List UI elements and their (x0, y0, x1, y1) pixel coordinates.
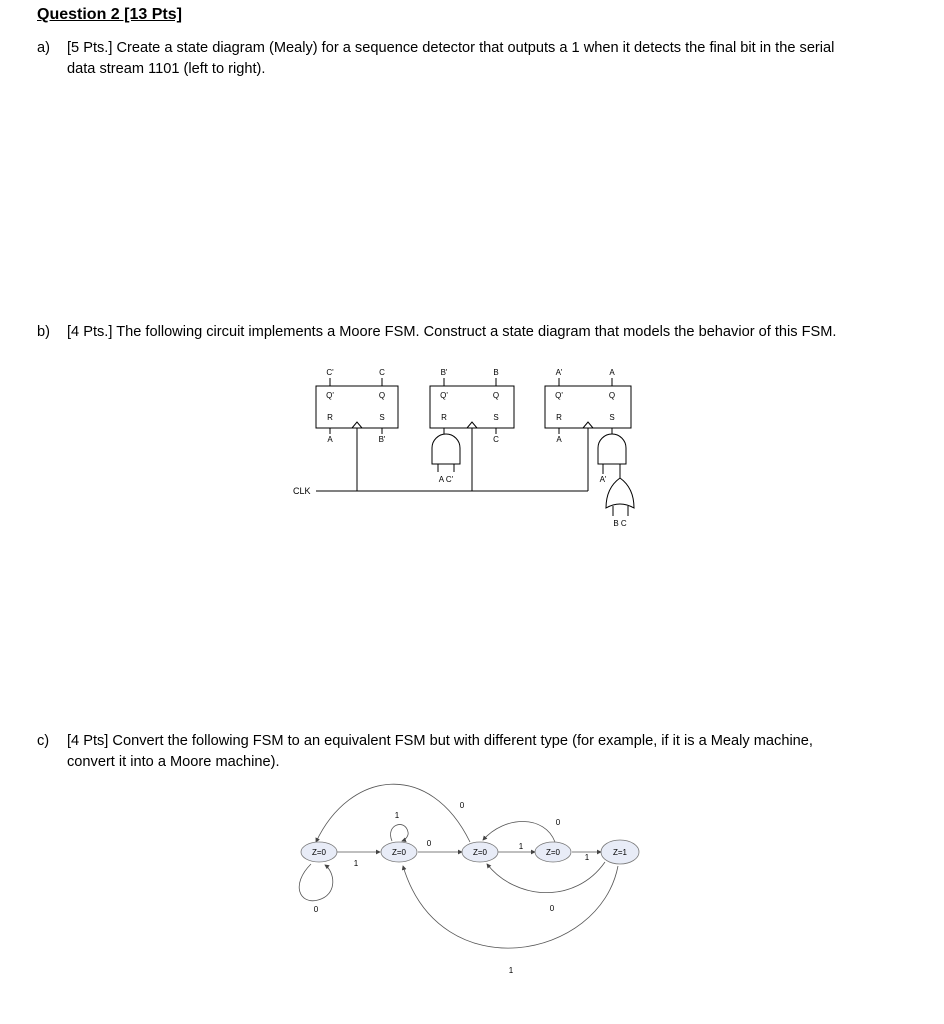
ff2-s-input: C (493, 435, 499, 444)
ff2-top-q: B (493, 368, 499, 377)
ff2-qbar-label: Q' (440, 391, 448, 400)
ff1-s-input: B' (378, 435, 386, 444)
edge-label-s4-s5: 1 (584, 853, 590, 862)
part-c-text-line1: [4 Pts] Convert the following FSM to an equivalent FSM but with different type (for example, if it is a Mealy machine, (67, 733, 813, 749)
part-a-text-line2: data stream 1101 (left to right). (67, 61, 266, 77)
ff2-s-label: S (493, 413, 499, 422)
state-1-label: Z=0 (311, 848, 327, 857)
ff3-and-input: A' (599, 475, 607, 484)
ff1-qbar-label: Q' (326, 391, 334, 400)
edge-s4-s3 (483, 821, 555, 842)
ff2-r-label: R (441, 413, 447, 422)
fsm-edge-labels (311, 801, 590, 975)
ff3-top-qn: A' (555, 368, 563, 377)
ff1-q-label: Q (378, 391, 386, 400)
state-3-label: Z=0 (472, 848, 488, 857)
ff1-top-q: C (379, 368, 385, 377)
clk-label: CLK (293, 486, 311, 496)
edge-s1-self (299, 864, 333, 901)
ff3-top-q: A (609, 368, 615, 377)
question-title: Question 2 [13 Pts] (37, 6, 182, 23)
ff1-top-qn: C' (326, 368, 334, 377)
ff2-q-label: Q (492, 391, 500, 400)
edge-s2-self (391, 824, 409, 841)
state-5-label: Z=1 (612, 848, 628, 857)
edge-s5-s2 (403, 866, 618, 948)
ff3-q-label: Q (608, 391, 616, 400)
state-2-label: Z=0 (391, 848, 407, 857)
edge-s3-s1 (316, 784, 470, 842)
ff3-r-label: R (556, 413, 562, 422)
edge-label-s3-s1: 0 (459, 801, 465, 810)
edge-label-s4-s3: 0 (555, 818, 561, 827)
ff3-qbar-label: Q' (555, 391, 563, 400)
part-a-label: a) (37, 40, 50, 56)
edge-label-s3-s4: 1 (518, 842, 524, 851)
ff2-top-qn: B' (440, 368, 448, 377)
edge-label-s1-self: 0 (313, 905, 319, 914)
edge-label-s2-self: 1 (394, 811, 400, 820)
ff3-r-input: A (556, 435, 562, 444)
edge-label-s5-s3: 0 (549, 904, 555, 913)
part-b-text-line1: [4 Pts.] The following circuit implements a Moore FSM. Construct a state diagram that models the behavior of this FSM. (67, 324, 837, 340)
part-a-text-line1: [5 Pts.] Create a state diagram (Mealy) for a sequence detector that outputs a 1 when it detects the final bit in the serial (67, 40, 835, 56)
part-c-text-line2: convert it into a Moore machine). (67, 754, 280, 770)
state-4-label: Z=0 (545, 848, 561, 857)
part-c-label: c) (37, 733, 50, 749)
ff1-r-label: R (327, 413, 333, 422)
ff3-or-inputs: B C (613, 519, 627, 528)
ff3-s-label: S (609, 413, 615, 422)
edge-label-s5-s2: 1 (508, 966, 514, 975)
part-b-label: b) (37, 324, 50, 340)
edge-label-s1-s2: 1 (353, 859, 359, 868)
ff1-r-input: A (327, 435, 333, 444)
edge-s5-s3 (487, 862, 605, 893)
edge-label-s2-s3: 0 (426, 839, 432, 848)
ff1-s-label: S (379, 413, 385, 422)
ff2-and-inputs: A C' (438, 475, 454, 484)
